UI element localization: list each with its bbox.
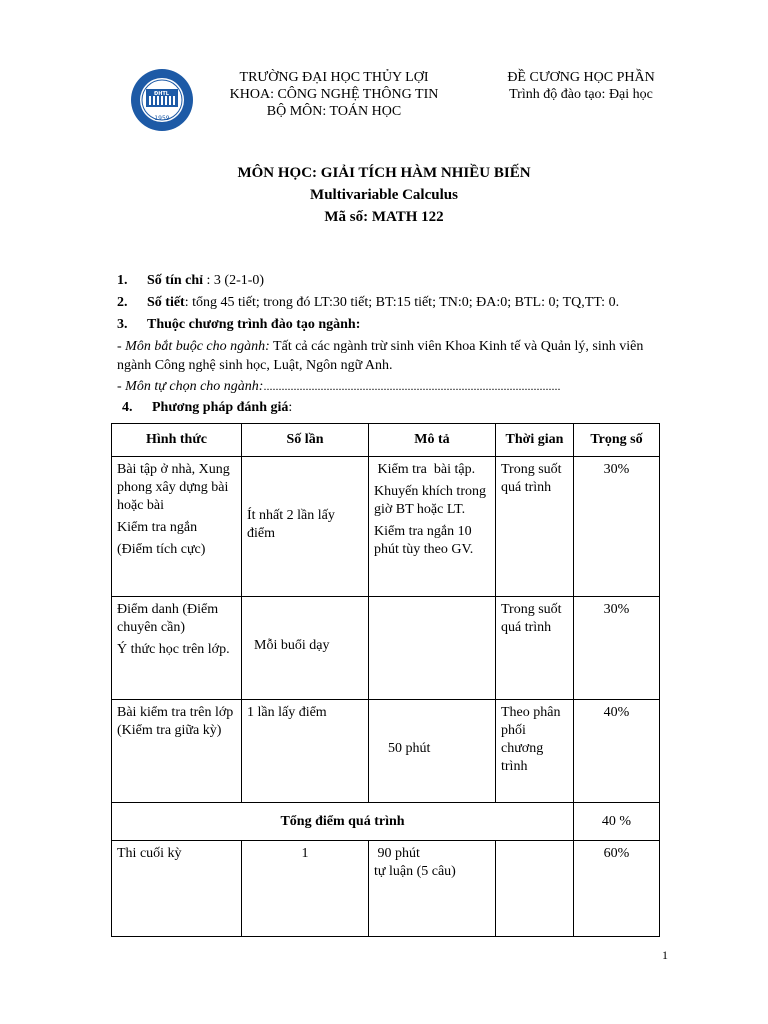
cell-description: 90 phút tự luận (5 câu) (369, 841, 496, 937)
course-titles (0, 162, 768, 228)
section-evaluation: 4. Phương pháp đánh giá: (122, 400, 293, 415)
cell-weight: 40% (574, 700, 660, 803)
cell-form: Bài kiểm tra trên lớp (Kiểm tra giữa kỳ) (112, 700, 242, 803)
header-description: Mô tả (369, 424, 496, 457)
header-form: Hình thức (112, 424, 242, 457)
faculty-name: KHOA: CÔNG NGHỆ THÔNG TIN (229, 87, 439, 102)
program-elective (117, 377, 560, 396)
logo-year: 1959 (154, 115, 170, 122)
department-name: BỘ MÔN: TOÁN HỌC (266, 104, 402, 119)
table-row (112, 457, 660, 597)
university-logo (130, 68, 194, 132)
logo-text: ĐHTL (154, 91, 169, 97)
header-left (214, 69, 454, 120)
cell-times: 1 (242, 841, 369, 937)
table-row (112, 597, 660, 700)
cell-form: Điểm danh (Điểm chuyên cần) Ý thức học trên lớp. (112, 597, 242, 700)
training-level: Trình độ đào tạo: Đại học (509, 87, 653, 102)
cell-weight: 30% (574, 597, 660, 700)
item-periods: 2. Số tiết: tổng 45 tiết; trong đó LT:30 tiết; BT:15 tiết; TN:0; ĐA:0; BTL: 0; TQ,TT: 0. (117, 295, 620, 310)
evaluation-table (111, 423, 660, 937)
cell-weight: 30% (574, 457, 660, 597)
elective-text: ................................................................................................... (263, 379, 561, 393)
cell-duration: Trong suốt quá trình (496, 457, 574, 597)
item-program: 3. Thuộc chương trình đào tạo ngành: (117, 317, 361, 332)
table-row (112, 700, 660, 803)
header-right (486, 69, 676, 103)
header-weight: Trọng số (574, 424, 660, 457)
cell-description: 50 phút (369, 700, 496, 803)
cell-description: Kiểm tra bài tập. Khuyến khích trong giờ BT hoặc LT. Kiểm tra ngắn 10 phút tùy theo GV. (369, 457, 496, 597)
page-number: 1 (662, 948, 668, 962)
cell-weight: 60% (574, 841, 660, 937)
header-duration: Thời gian (496, 424, 574, 457)
table-row (112, 841, 660, 937)
program-required (117, 337, 662, 375)
university-name: TRƯỜNG ĐẠI HỌC THỦY LỢI (239, 70, 429, 85)
cell-times: Mỗi buổi dạy (242, 597, 369, 700)
elective-label: - Môn tự chọn cho ngành: (117, 379, 264, 394)
cell-times: Ít nhất 2 lần lấy điểm (242, 457, 369, 597)
cell-description (369, 597, 496, 700)
required-label: - Môn bắt buộc cho ngành: (117, 339, 270, 354)
cell-form: Bài tập ở nhà, Xung phong xây dựng bài hoặc bài Kiểm tra ngắn (Điểm tích cực) (112, 457, 242, 597)
cell-duration (496, 841, 574, 937)
course-code: Mã số: MATH 122 (324, 209, 444, 225)
table-total-row (112, 803, 660, 841)
course-english-title: Multivariable Calculus (310, 187, 458, 203)
header-times: Số lần (242, 424, 369, 457)
cell-form: Thi cuối kỳ (112, 841, 242, 937)
course-title: MÔN HỌC: GIẢI TÍCH HÀM NHIỀU BIẾN (237, 165, 531, 181)
cell-duration: Trong suốt quá trình (496, 597, 574, 700)
doc-type: ĐỀ CƯƠNG HỌC PHẦN (507, 70, 655, 85)
cell-times: 1 lần lấy điểm (242, 700, 369, 803)
required-text: Tất cả các ngành trừ sinh viên Khoa Kinh tế và Quản lý, sinh viên ngành Công nghệ sinh học, Luật, Ngôn ngữ Anh. (117, 339, 644, 373)
item-credits: 1. Số tín chỉ : 3 (2-1-0) (117, 273, 265, 288)
total-weight: 40 % (574, 803, 660, 841)
total-label: Tổng điểm quá trình (112, 803, 574, 841)
cell-duration: Theo phân phối chương trình (496, 700, 574, 803)
table-header-row (112, 424, 660, 457)
